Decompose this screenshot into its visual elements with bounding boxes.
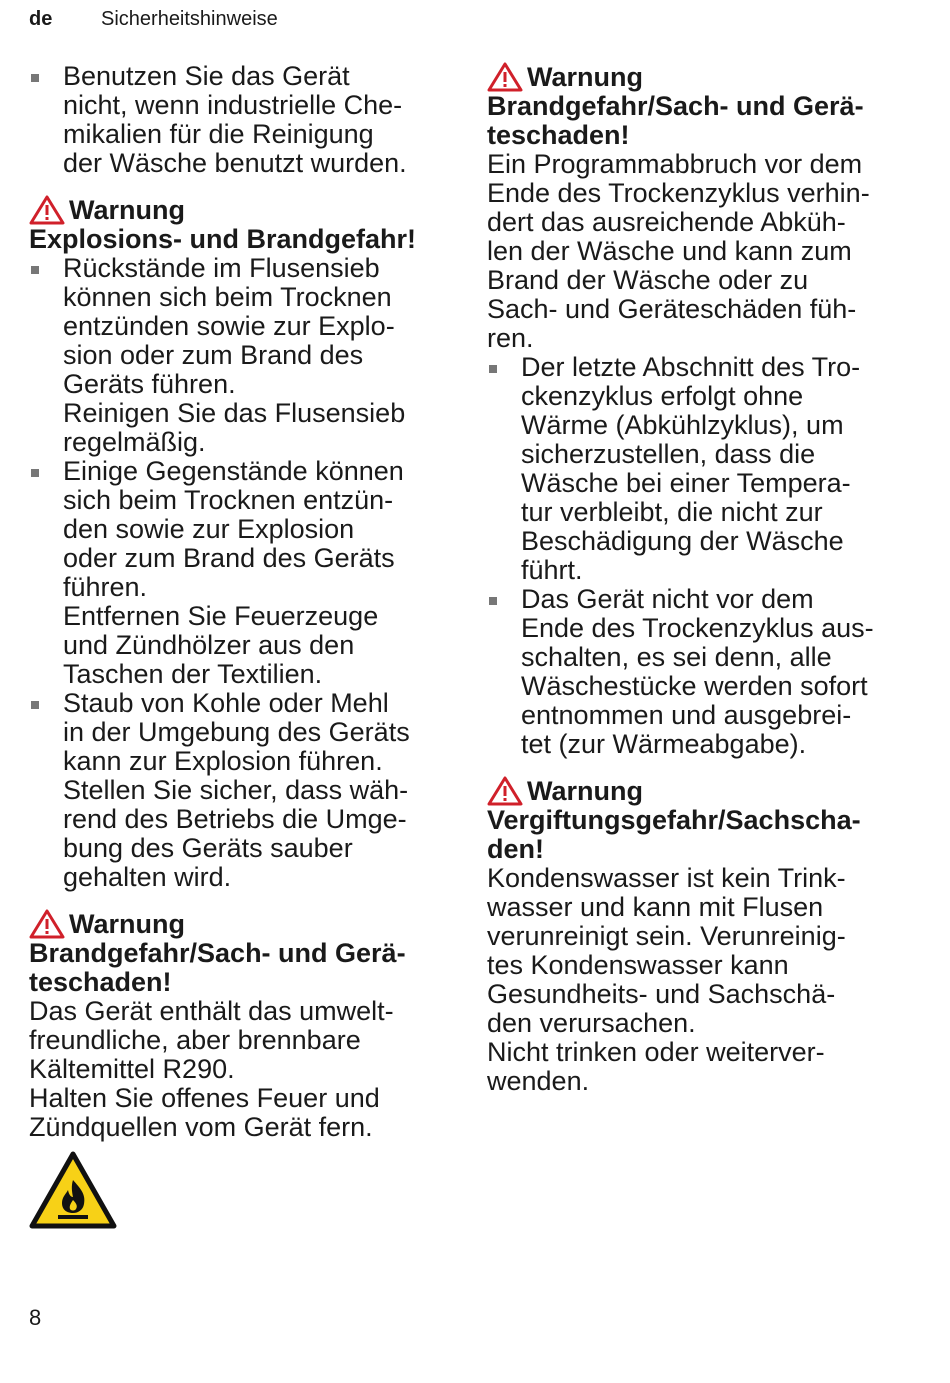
text-line: ckenzyklus erfolgt ohne: [521, 381, 804, 411]
list-item: [487, 585, 917, 759]
bullet-marker: [31, 74, 39, 82]
warning-title: [29, 939, 449, 997]
warning-label: Warnung: [69, 194, 185, 225]
warning-explosion: [29, 195, 449, 892]
list-item: [29, 689, 449, 892]
text-line: Benutzen Sie das Gerät: [63, 61, 350, 91]
text-line: oder zum Brand des Geräts: [63, 543, 395, 573]
warning-triangle-icon: [29, 195, 65, 225]
warning-triangle-icon: [487, 62, 523, 92]
text-line: ren.: [487, 323, 534, 353]
warning-poisoning: [487, 776, 917, 1096]
list-item: [29, 457, 449, 689]
list-item: [29, 62, 449, 178]
text-line: sion oder zum Brand des: [63, 340, 364, 370]
text-line: entzünden sowie zur Explo-: [63, 311, 395, 341]
text-line: der Wäsche benutzt wurden.: [63, 148, 407, 178]
warning-label: Warnung: [527, 61, 643, 92]
warning-list: [29, 254, 449, 892]
text-line: tet (zur Wärmeabgabe).: [521, 729, 807, 759]
flammable-sign-icon: [28, 1150, 118, 1230]
text-line: bung des Geräts sauber: [63, 833, 353, 863]
list-item-text: [63, 457, 449, 689]
text-line: Zündquellen vom Gerät fern.: [29, 1112, 373, 1142]
text-line: Das Gerät enthält das umwelt-: [29, 996, 394, 1026]
text-line: Rückstände im Flusensieb: [63, 253, 380, 283]
list-item-text: [521, 585, 917, 759]
text-line: verunreinigt sein. Verunreinig-: [487, 921, 846, 951]
text-line: teschaden!: [487, 120, 630, 150]
intro-list: [29, 62, 449, 178]
page-number: 8: [29, 1305, 42, 1330]
warning-list: [487, 353, 917, 759]
text-line: den!: [487, 834, 544, 864]
text-line: Sach- und Geräteschäden füh-: [487, 294, 857, 324]
text-line: schalten, es sei denn, alle: [521, 642, 832, 672]
warning-triangle-icon: [487, 776, 523, 806]
text-line: Kondenswasser ist kein Trink-: [487, 863, 846, 893]
language-code: de: [29, 8, 53, 30]
page-header: [29, 8, 278, 31]
text-line: rend des Betriebs die Umge-: [63, 804, 407, 834]
text-line: len der Wäsche und kann zum: [487, 236, 852, 266]
warning-title: [29, 225, 449, 254]
text-line: Kältemittel R290.: [29, 1054, 235, 1084]
text-line: tes Kondenswasser kann: [487, 950, 789, 980]
warning-label: Warnung: [69, 908, 185, 939]
list-item: [29, 254, 449, 457]
text-line: kann zur Explosion führen.: [63, 746, 383, 776]
text-line: Stellen Sie sicher, dass wäh-: [63, 775, 409, 805]
list-item: [487, 353, 917, 585]
text-line: den verursachen.: [487, 1008, 696, 1038]
text-line: sich beim Trocknen entzün-: [63, 485, 394, 515]
text-line: teschaden!: [29, 967, 172, 997]
text-line: Brandgefahr/Sach- und Gerä-: [29, 938, 406, 968]
text-line: Taschen der Textilien.: [63, 659, 323, 689]
list-item-text: [521, 353, 917, 585]
text-line: in der Umgebung des Geräts: [63, 717, 410, 747]
text-line: führen.: [63, 572, 148, 602]
right-column: [487, 62, 917, 1096]
text-line: Halten Sie offenes Feuer und: [29, 1083, 380, 1113]
text-line: Reinigen Sie das Flusensieb: [63, 398, 406, 428]
text-line: und Zündhölzer aus den: [63, 630, 355, 660]
text-line: Einige Gegenstände können: [63, 456, 404, 486]
text-line: Nicht trinken oder weiterver-: [487, 1037, 825, 1067]
warning-refrigerant: [29, 909, 449, 1142]
text-line: Wäschestücke werden sofort: [521, 671, 868, 701]
text-line: Ein Programmabbruch vor dem: [487, 149, 863, 179]
text-line: tur verbleibt, die nicht zur: [521, 497, 823, 527]
warning-text: [487, 150, 917, 353]
text-line: Beschädigung der Wäsche: [521, 526, 844, 556]
text-line: dert das ausreichende Abküh-: [487, 207, 846, 237]
list-item-text: [63, 254, 449, 457]
text-line: Ende des Trockenzyklus verhin-: [487, 178, 870, 208]
text-line: Gesundheits- und Sachschä-: [487, 979, 836, 1009]
text-line: Vergiftungsgefahr/Sachscha-: [487, 805, 861, 835]
text-line: Das Gerät nicht vor dem: [521, 584, 814, 614]
text-line: Ende des Trockenzyklus aus-: [521, 613, 874, 643]
text-line: regelmäßig.: [63, 427, 206, 457]
bullet-marker: [31, 266, 39, 274]
warning-text: [487, 864, 917, 1096]
text-line: den sowie zur Explosion: [63, 514, 355, 544]
text-line: Brand der Wäsche oder zu: [487, 265, 809, 295]
warning-text: [29, 997, 449, 1142]
warning-triangle-icon: [29, 909, 65, 939]
text-line: Explosions- und Brandgefahr!: [29, 224, 417, 254]
text-line: Wäsche bei einer Tempera-: [521, 468, 851, 498]
text-line: Geräts führen.: [63, 369, 236, 399]
section-title: Sicherheitshinweise: [101, 8, 278, 30]
bullet-marker: [31, 469, 39, 477]
intro-bullet-text: [63, 62, 449, 178]
text-line: sicherzustellen, dass die: [521, 439, 816, 469]
bullet-marker: [31, 701, 39, 709]
bullet-marker: [489, 597, 497, 605]
text-line: Brandgefahr/Sach- und Gerä-: [487, 91, 864, 121]
bullet-marker: [489, 365, 497, 373]
warning-title: [487, 92, 917, 150]
warning-label: Warnung: [527, 775, 643, 806]
text-line: entnommen und ausgebrei-: [521, 700, 852, 730]
text-line: führt.: [521, 555, 583, 585]
text-line: Der letzte Abschnitt des Tro-: [521, 352, 861, 382]
warning-title: [487, 806, 917, 864]
text-line: mikalien für die Reinigung: [63, 119, 374, 149]
text-line: Staub von Kohle oder Mehl: [63, 688, 389, 718]
text-line: Wärme (Abkühlzyklus), um: [521, 410, 844, 440]
text-line: nicht, wenn industrielle Che-: [63, 90, 403, 120]
text-line: können sich beim Trocknen: [63, 282, 392, 312]
warning-program-abort: [487, 62, 917, 759]
text-line: gehalten wird.: [63, 862, 232, 892]
text-line: wasser und kann mit Flusen: [487, 892, 824, 922]
text-line: freundliche, aber brennbare: [29, 1025, 361, 1055]
list-item-text: [63, 689, 449, 892]
text-line: wenden.: [487, 1066, 590, 1096]
left-column: [29, 62, 449, 1142]
text-line: Entfernen Sie Feuerzeuge: [63, 601, 379, 631]
